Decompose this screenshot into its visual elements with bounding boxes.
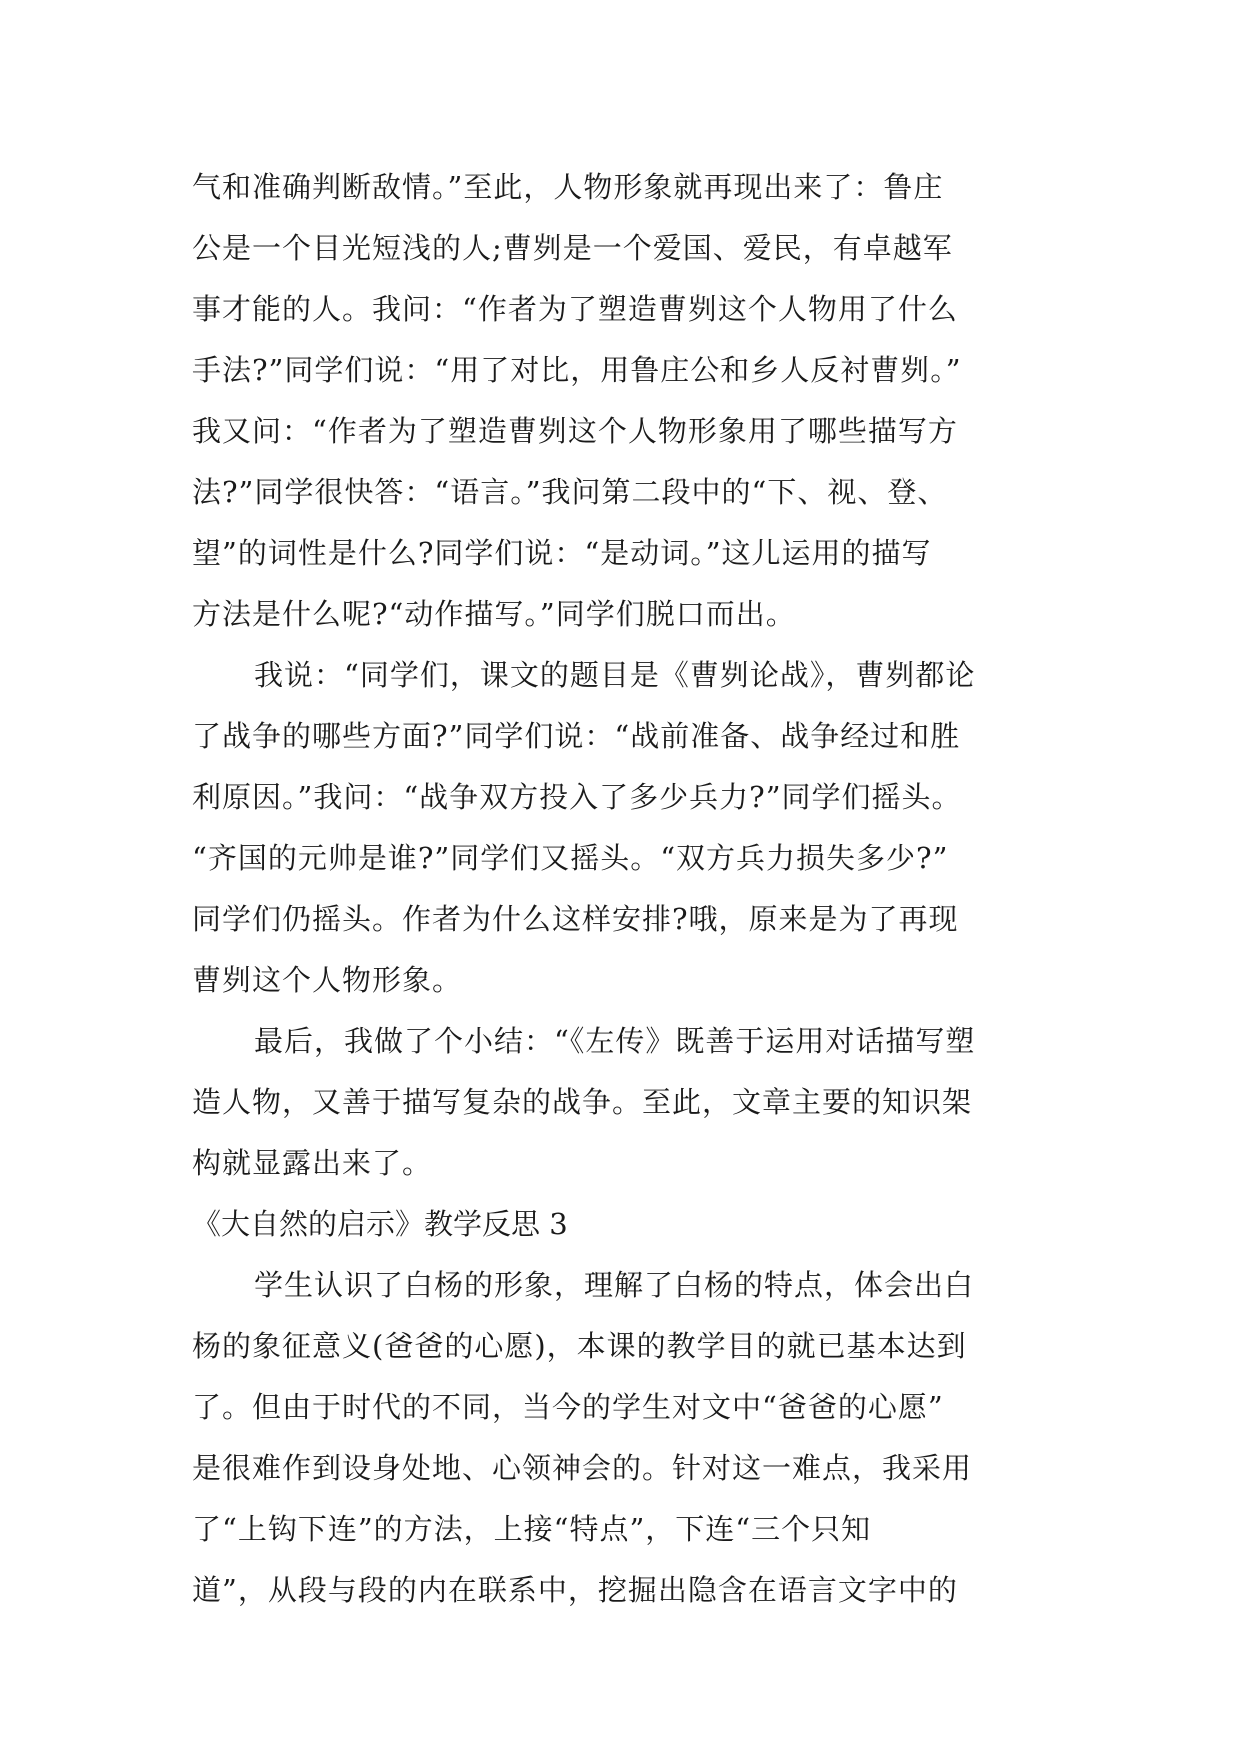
text-line: 同学们仍摇头。作者为什么这样安排?哦，原来是为了再现 (192, 902, 959, 936)
text-line: 曹刿这个人物形象。 (192, 963, 463, 997)
text-line: 利原因。”我问：“战争双方投入了多少兵力?”同学们摇头。 (192, 780, 962, 814)
text-line: 望”的词性是什么?同学们说：“是动词。”这儿运用的描写 (192, 536, 932, 570)
text-line: 杨的象征意义(爸爸的心愿)，本课的教学目的就已基本达到 (192, 1329, 967, 1363)
text-line: 手法?”同学们说：“用了对比，用鲁庄公和乡人反衬曹刿。” (192, 353, 962, 387)
text-line: 了。但由于时代的不同，当今的学生对文中“爸爸的心愿” (192, 1390, 944, 1424)
text-line: 是很难作到设身处地、心领神会的。针对这一难点，我采用 (192, 1451, 973, 1485)
text-line: 学生认识了白杨的形象，理解了白杨的特点，体会出白 (254, 1268, 975, 1302)
text-line: 气和准确判断敌情。”至此，人物形象就再现出来了：鲁庄 (192, 170, 944, 204)
text-line: 造人物，又善于描写复杂的战争。至此，文章主要的知识架 (192, 1085, 973, 1119)
text-line: 我说：“同学们，课文的题目是《曹刿论战》，曹刿都论 (254, 658, 976, 692)
text-line: 构就显露出来了。 (192, 1146, 433, 1180)
text-line: 我又问：“作者为了塑造曹刿这个人物形象用了哪些描写方 (192, 414, 958, 448)
text-line: 了“上钩下连”的方法，上接“特点”，下连“三个只知 (192, 1512, 872, 1546)
text-line: 法?”同学很快答：“语言。”我问第二段中的“下、视、登、 (192, 475, 948, 509)
document-body (192, 157, 1092, 1621)
text-line: 最后，我做了个小结：“《左传》既善于运用对话描写塑 (254, 1024, 976, 1058)
text-line: 方法是什么呢?“动作描写。”同学们脱口而出。 (192, 597, 796, 631)
paragraph-2 (192, 645, 1092, 1011)
text-line: 了战争的哪些方面?”同学们说：“战前准备、战争经过和胜 (192, 719, 961, 753)
text-line: 公是一个目光短浅的人;曹刿是一个爱国、爱民，有卓越军 (192, 231, 953, 265)
paragraph-4 (192, 1255, 1092, 1621)
section-title: 《大自然的启示》教学反思 3 (192, 1207, 568, 1241)
text-line: “齐国的元帅是谁?”同学们又摇头。“双方兵力损失多少?” (192, 841, 949, 875)
text-line: 事才能的人。我问：“作者为了塑造曹刿这个人物用了什么 (192, 292, 958, 326)
paragraph-3 (192, 1011, 1092, 1194)
text-line: 道”，从段与段的内在联系中，挖掘出隐含在语言文字中的 (192, 1573, 958, 1607)
paragraph-1 (192, 157, 1092, 645)
